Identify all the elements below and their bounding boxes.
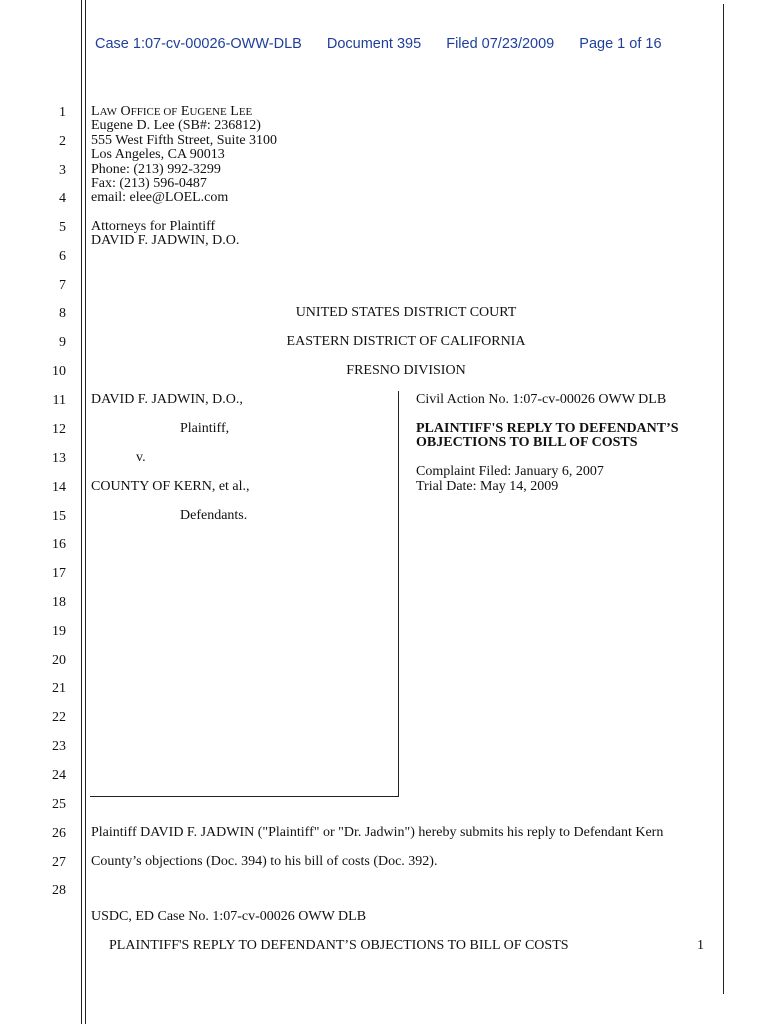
document-number: Document 395 <box>326 36 422 52</box>
attorney-city: Los Angeles, CA 90013 <box>91 147 225 162</box>
line-number: 14 <box>52 480 66 495</box>
line-number: 12 <box>52 422 66 437</box>
footer-document-title: PLAINTIFF'S REPLY TO DEFENDANT’S OBJECTIONS TO BILL OF COSTS <box>109 938 569 953</box>
line-number: 11 <box>52 393 66 408</box>
caption-defendant: COUNTY OF KERN, et al., <box>91 479 250 494</box>
case-number: Case 1:07-cv-00026-OWW-DLB <box>95 36 302 52</box>
caption-defendant-role: Defendants. <box>180 508 248 523</box>
body-paragraph-line-2: County’s objections (Doc. 394) to his bill of costs (Doc. 392). <box>91 854 438 869</box>
line-number: 25 <box>52 797 66 812</box>
line-number: 1 <box>59 105 66 120</box>
footer-page-number: 1 <box>697 938 704 953</box>
line-number: 10 <box>52 364 66 379</box>
ecf-header <box>95 36 683 52</box>
court-name: UNITED STATES DISTRICT COURT <box>295 305 517 320</box>
law-office-name: LAW OFFICE OF EUGENE LEE <box>91 104 253 119</box>
line-number: 27 <box>52 855 66 870</box>
attorney-street: 555 West Fifth Street, Suite 3100 <box>91 133 278 148</box>
line-number: 9 <box>59 335 66 350</box>
line-number: 16 <box>52 537 66 552</box>
line-number: 5 <box>59 220 66 235</box>
line-number: 3 <box>59 163 66 178</box>
caption-plaintiff-role: Plaintiff, <box>180 421 230 436</box>
filed-date: Filed 07/23/2009 <box>446 36 555 52</box>
attorney-email: email: elee@LOEL.com <box>91 190 229 205</box>
line-number: 23 <box>52 739 66 754</box>
line-number: 19 <box>52 624 66 639</box>
footer-case-number: USDC, ED Case No. 1:07-cv-00026 OWW DLB <box>91 909 367 924</box>
line-number: 4 <box>59 191 66 206</box>
caption-divider-vertical <box>398 391 399 796</box>
line-number: 17 <box>52 566 66 581</box>
caption-versus: v. <box>136 450 146 465</box>
court-district: EASTERN DISTRICT OF CALIFORNIA <box>286 334 526 349</box>
line-number: 21 <box>52 681 66 696</box>
line-number: 20 <box>52 653 66 668</box>
trial-date: Trial Date: May 14, 2009 <box>416 479 559 494</box>
line-number: 2 <box>59 134 66 149</box>
body-paragraph-line-1: Plaintiff DAVID F. JADWIN ("Plaintiff" or "Dr. Jadwin") hereby submits his reply to Defendant Kern <box>91 825 664 840</box>
right-margin-rule <box>723 4 724 994</box>
attorney-phone: Phone: (213) 992-3299 <box>91 162 221 177</box>
line-number: 18 <box>52 595 66 610</box>
line-number: 28 <box>52 883 66 898</box>
line-number: 15 <box>52 509 66 524</box>
page-indicator: Page 1 of 16 <box>579 36 662 52</box>
client-name: DAVID F. JADWIN, D.O. <box>91 233 240 248</box>
line-number: 13 <box>52 451 66 466</box>
line-number: 8 <box>59 306 66 321</box>
document-title-line-1: PLAINTIFF'S REPLY TO DEFENDANT’S <box>416 421 679 436</box>
caption-plaintiff: DAVID F. JADWIN, D.O., <box>91 392 243 407</box>
attorney-fax: Fax: (213) 596-0487 <box>91 176 207 191</box>
line-number: 22 <box>52 710 66 725</box>
left-margin-rule <box>81 0 82 1024</box>
line-number: 24 <box>52 768 66 783</box>
civil-action-number: Civil Action No. 1:07-cv-00026 OWW DLB <box>416 392 667 407</box>
complaint-filed-date: Complaint Filed: January 6, 2007 <box>416 464 604 479</box>
attorneys-for-label: Attorneys for Plaintiff <box>91 219 216 234</box>
line-number: 26 <box>52 826 66 841</box>
attorney-name: Eugene D. Lee (SB#: 236812) <box>91 118 261 133</box>
court-division: FRESNO DIVISION <box>346 363 466 378</box>
line-number: 6 <box>59 249 66 264</box>
left-margin-rule-inner <box>85 0 86 1024</box>
document-title-line-2: OBJECTIONS TO BILL OF COSTS <box>416 435 638 450</box>
caption-divider-horizontal <box>90 796 399 797</box>
line-number: 7 <box>59 278 66 293</box>
